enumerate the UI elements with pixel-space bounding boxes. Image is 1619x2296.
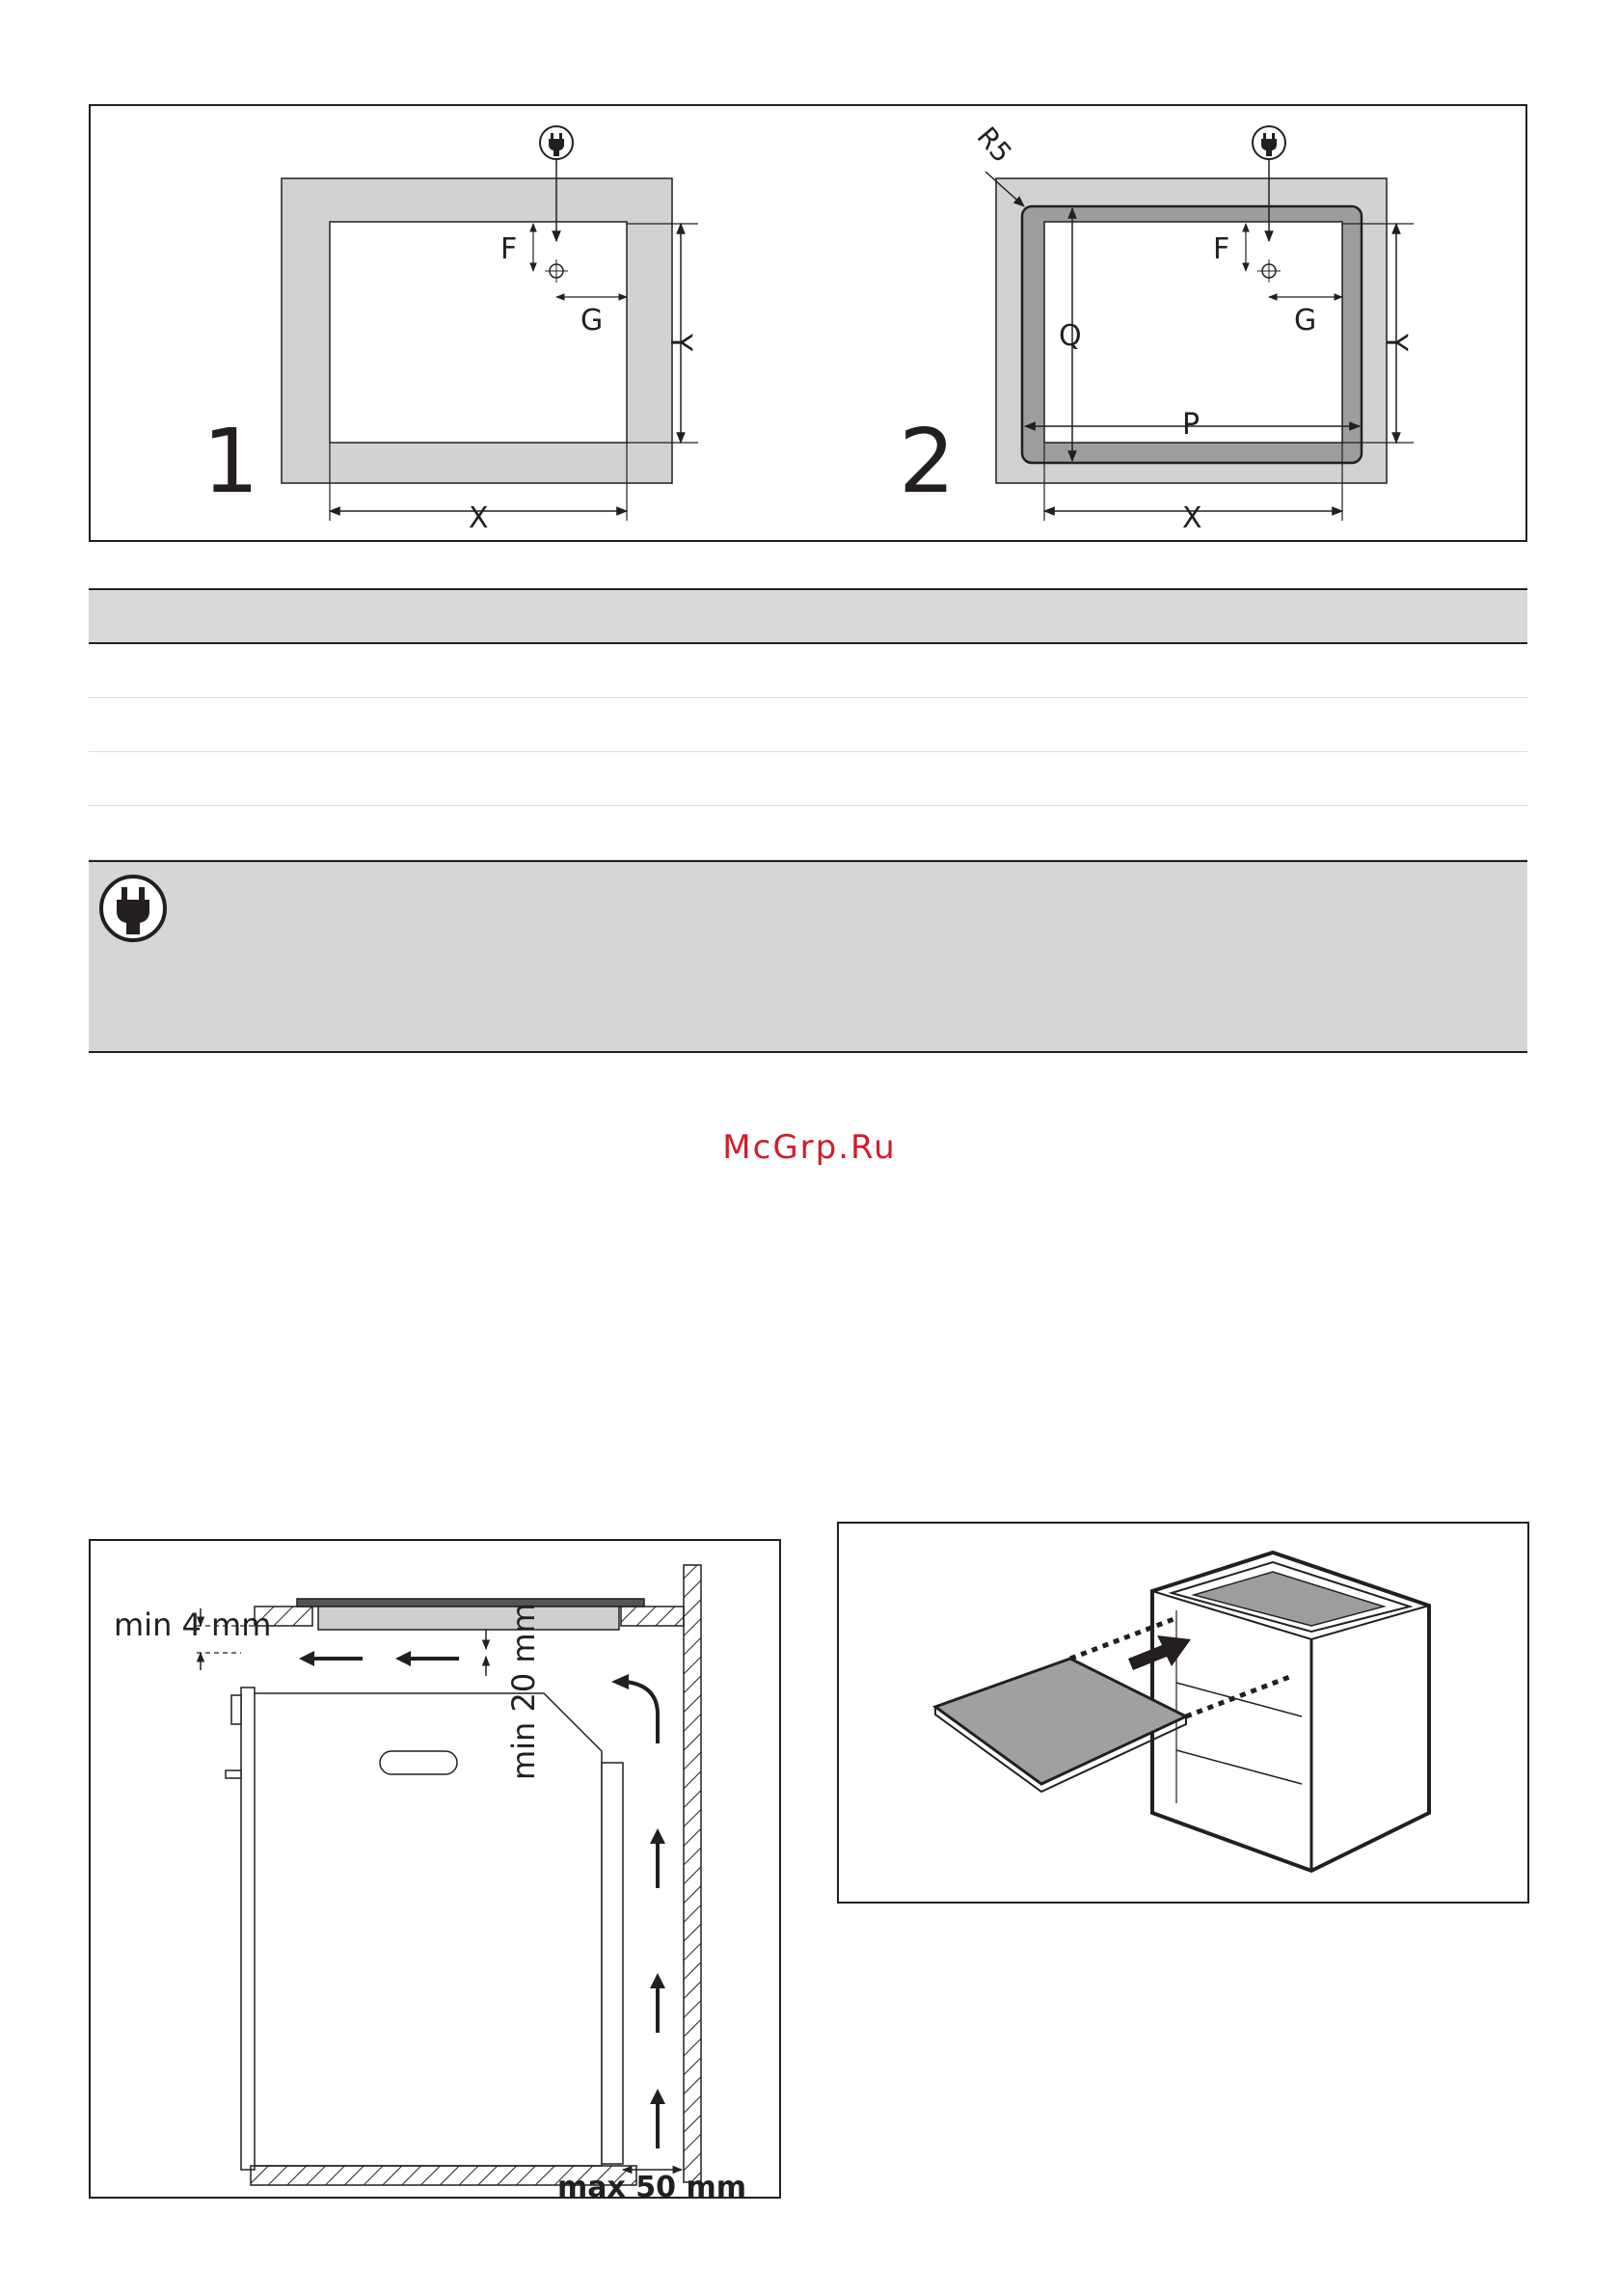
table-header xyxy=(89,588,1527,644)
panel-2-number: 2 xyxy=(899,410,956,513)
electrical-warning-box xyxy=(89,860,1527,1053)
label-X: X xyxy=(469,501,489,535)
label-Y: Y xyxy=(663,334,697,352)
label-min-4-mm: min 4 mm xyxy=(114,1607,272,1643)
plug-icon xyxy=(540,126,573,159)
plug-icon xyxy=(1253,126,1285,159)
label-R5: R5 xyxy=(970,121,1018,170)
table-row xyxy=(89,752,1527,806)
cabinet-insert-diagram xyxy=(839,1524,1527,1902)
watermark: McGrp.Ru xyxy=(722,1128,897,1167)
label-min-20-mm: min 20 mm xyxy=(505,1603,542,1780)
table-row xyxy=(89,698,1527,752)
ventilation-diagram-frame xyxy=(89,1539,781,2199)
cutout-panel-2 xyxy=(899,121,1414,535)
panel-1-number: 1 xyxy=(202,410,259,513)
label-Y: Y xyxy=(1379,334,1413,352)
label-max-50-mm: max 50 mm xyxy=(557,2171,747,2197)
label-P: P xyxy=(1182,408,1201,442)
table-row xyxy=(89,644,1527,698)
label-X: X xyxy=(1182,501,1202,535)
plug-icon xyxy=(96,872,170,945)
ventilation-diagram xyxy=(91,1541,779,2197)
label-G: G xyxy=(1294,304,1317,338)
table-row xyxy=(89,806,1527,860)
cutout-diagram-frame xyxy=(89,104,1527,542)
cutout-diagram xyxy=(91,106,1525,540)
label-Q: Q xyxy=(1059,319,1082,353)
cabinet-insert-diagram-frame xyxy=(837,1522,1529,1904)
label-F: F xyxy=(1213,232,1230,266)
cutout-panel-1 xyxy=(202,126,698,535)
label-G: G xyxy=(580,304,604,338)
label-F: F xyxy=(500,232,518,266)
dimension-table xyxy=(89,588,1527,860)
